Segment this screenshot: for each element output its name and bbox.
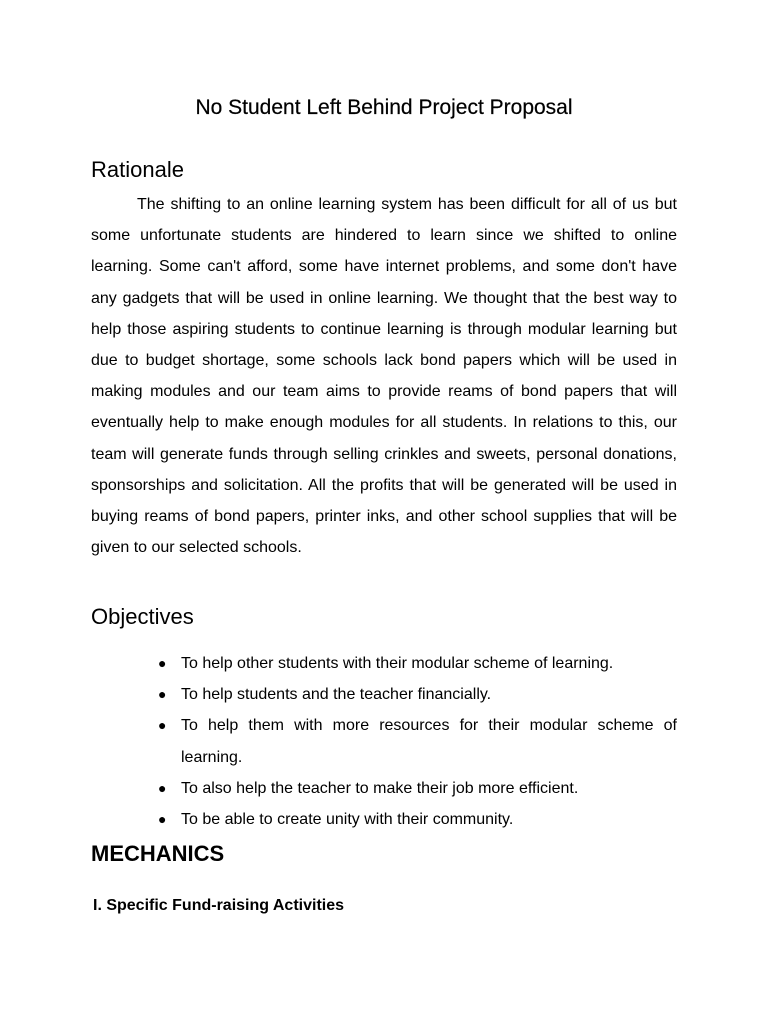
objective-item [91,804,677,835]
bullet-icon: ● [158,811,167,828]
bullet-icon: ● [158,779,167,796]
objective-item [91,773,677,804]
bullet-icon: ● [158,686,167,703]
document-title: No Student Left Behind Project Proposal [195,96,573,119]
bullet-icon: ● [158,655,167,671]
rationale-heading: Rationale [91,157,184,182]
objective-item [91,679,677,710]
objective-text: To help students and the teacher financially. [181,686,492,704]
bullet-icon: ● [158,717,167,734]
objective-item [91,710,677,772]
objective-text: To also help the teacher to make their job more efficient. [181,779,579,797]
objective-text: To be able to create unity with their community. [181,811,514,829]
fundraising-subheading: I. Specific Fund-raising Activities [93,897,345,914]
objectives-list [91,648,677,835]
objective-text: To help them with more resources for their modular scheme of learning. [181,717,677,766]
objective-item [91,648,677,679]
objectives-heading: Objectives [91,604,194,629]
objective-text: To help other students with their modular scheme of learning. [181,655,614,672]
mechanics-heading: MECHANICS [91,841,225,866]
rationale-paragraph: The shifting to an online learning system has been difficult for all of us but some unfortunate students are hindered to learn since we shifted to online learning. Some can't afford, some have internet problems, and some don't have any gadgets that will be used in online learning. We thought that the best way to help those aspiring students to continue learning is through modular learning but due to budget shortage, some schools lack bond papers which will be used in making modules and our team aims to provide reams of bond papers that will eventually help to make enough modules for all students. In relations to this, our team will generate funds through selling crinkles and sweets, personal donations, sponsorships and solicitation. All the profits that will be generated will be used in buying reams of bond papers, printer inks, and other school supplies that will be given to our selected schools. [91,196,677,557]
